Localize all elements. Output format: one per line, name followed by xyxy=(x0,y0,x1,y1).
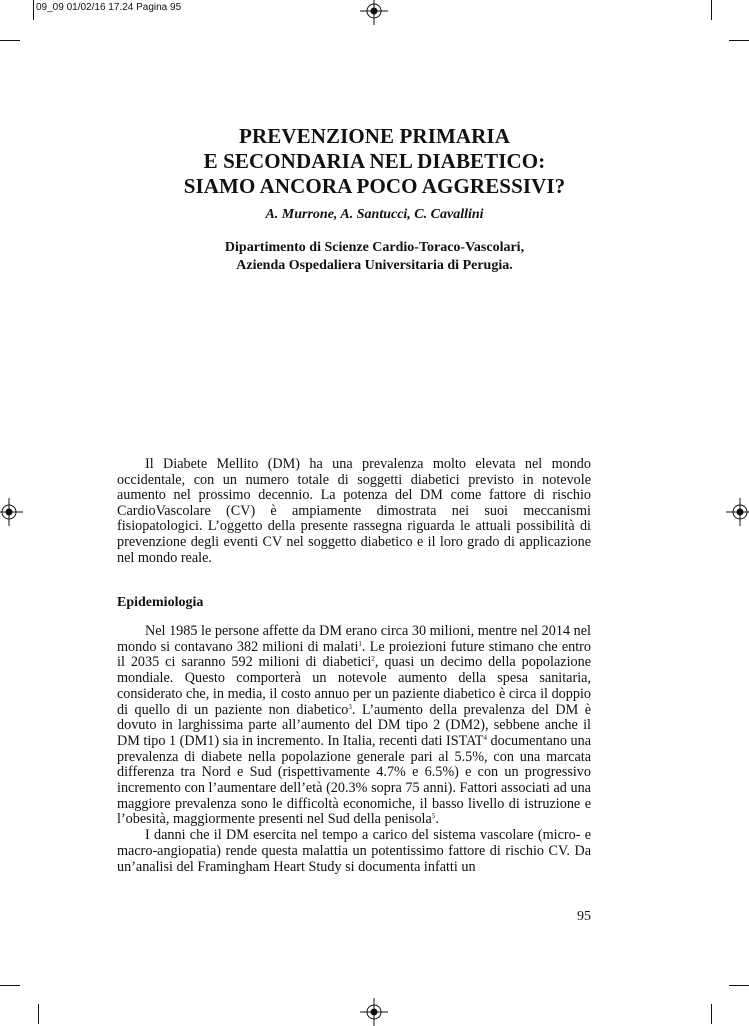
affiliation-line: Azienda Ospedaliera Universitaria di Perugia. xyxy=(236,258,513,273)
reference-marker: 1 xyxy=(358,639,362,648)
section-heading: Epidemiologia xyxy=(117,595,204,610)
authors: A. Murrone, A. Santucci, C. Cavallini xyxy=(265,207,484,222)
body-text xyxy=(117,624,591,875)
affiliation xyxy=(100,239,649,275)
reference-marker: 4 xyxy=(483,733,487,742)
abstract-paragraph: Il Diabete Mellito (DM) ha una prevalenza molto elevata nel mondo occidentale, con un numero totale di soggetti diabetici previsto in notevole aumento nel prossimo decennio. La potenza del DM come fattore di rischio CardioVascolare (CV) è ampiamente dimostrata nei suoi meccanismi fisiopatologici. L’oggetto della presente rassegna riguarda le attuali possibilità di prevenzione degli eventi CV nel soggetto diabetico e il loro grado di applicazione nel mondo reale. xyxy=(117,456,591,566)
page-number: 95 xyxy=(577,909,591,924)
article-title-line: E SECONDARIA NEL DIABETICO: xyxy=(203,149,546,173)
article-title-line: PREVENZIONE PRIMARIA xyxy=(239,124,510,148)
registration-mark-icon xyxy=(0,498,23,526)
affiliation-line: Dipartimento di Scienze Cardio-Toraco-Vascolari, xyxy=(224,240,525,255)
reference-marker: 2 xyxy=(371,655,375,664)
reference-marker: 5 xyxy=(431,812,436,821)
registration-mark-icon xyxy=(360,0,388,25)
body-paragraph: Nel 1985 le persone affette da DM erano circa 30 milioni, mentre nel 2014 nel mondo si contavano 382 milioni di malati$^1$. Le proiezioni future stimano che entro il 2035 ci saranno 592 milioni di diabetici$^2$, quasi un decimo della popolazione mondiale. Questo comporterà un notevole aumento della spesa sanitaria, considerato che, in media, il costo annuo per un paziente diabetico è circa il doppio di quello di un paziente non diabetico$^3$. L’aumento della prevalenza del DM è dovuto in larghissima parte all’aumento del DM tipo 2 (DM2), sebbene anche il DM tipo 1 (DM1) sia in incremento. In Italia, recenti dati ISTAT$^4$ documentano una prevalenza di diabete nella popolazione generale pari al 5.5%, con una marcata differenza tra Nord e Sud (rispettivamente 4.7% e 6.5%) e con un progressivo incremento con l’aumentare dell’età (20.3% sopra 75 anni). Fattori associati ad una maggiore prevalenza sono le difficoltà economiche, il basso livello di istruzione e l’obesità, maggiormente presenti nel Sud della penisola$^5$. xyxy=(117,623,592,828)
registration-mark-icon xyxy=(726,498,749,526)
reference-marker: 3 xyxy=(348,702,352,711)
article-title-line: SIAMO ANCORA POCO AGGRESSIVI? xyxy=(183,174,566,198)
article-title xyxy=(100,124,649,199)
registration-mark-icon xyxy=(360,998,388,1026)
abstract xyxy=(117,457,591,566)
body-paragraph: I danni che il DM esercita nel tempo a carico del sistema vascolare (micro- e macro-angiopatia) rende questa malattia un potentissimo fattore di rischio CV. Da un’analisi del Framingham Heart Study si documenta infatti un xyxy=(117,827,591,875)
print-slug: 09_09 01/02/16 17.24 Pagina 95 xyxy=(36,2,182,13)
